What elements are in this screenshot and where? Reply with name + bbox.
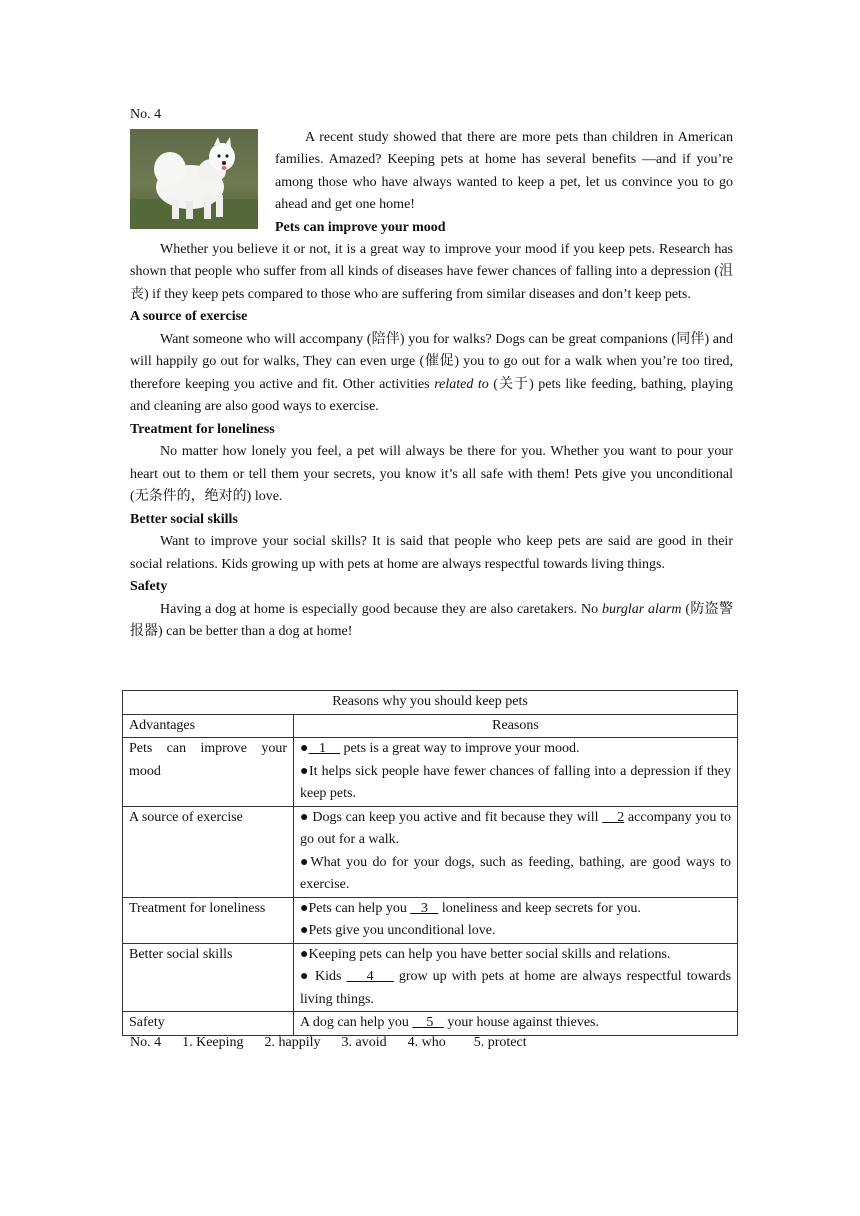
reason-cell: ● Dogs can keep you active and fit because they will 2 accompany you to go out for a walk. ●What you do for your dogs, such as feeding, bathing, are good ways to exercise. <box>294 806 738 897</box>
advantage-cell: Safety <box>123 1012 294 1036</box>
reason-cell: ●Pets can help you 3 loneliness and keep secrets for you. ●Pets give you unconditional love. <box>294 897 738 943</box>
section-heading: A source of exercise <box>130 309 248 324</box>
table-caption: Reasons why you should keep pets <box>123 691 738 715</box>
section-paragraph: Want someone who will accompany (陪伴) you for walks? Dogs can be great companions (同伴) and will happily go out for walks, They can even urge (催促) you to go out for a walk when you’re too tired, therefore keeping you active and fit. Other activities related to (关于) pets like feeding, bathing, playing and cleaning are also good ways to exercise. <box>130 331 733 414</box>
answer-blank: 2 <box>602 809 625 825</box>
italic-term: burglar alarm <box>601 601 682 617</box>
intro-text-column <box>275 127 733 240</box>
advantage-cell: A source of exercise <box>123 806 294 897</box>
reason-cell: ● 1 pets is a great way to improve your mood. ●It helps sick people have fewer chances of falling into a depression if they keep pets. <box>294 738 738 807</box>
advantage-cell: Treatment for loneliness <box>123 897 294 943</box>
section-paragraph: Whether you believe it or not, it is a great way to improve your mood if you keep pets. Research has shown that people who suffer from all kinds of diseases have fewer chances of falling into a depression (沮丧) if they keep pets compared to those who are suffering from similar diseases and don’t keep pets. <box>130 241 733 302</box>
reasons-table <box>122 690 738 1036</box>
intro-paragraph: A recent study showed that there are more pets than children in American families. Amazed? Keeping pets at home has several benefits —and if you’re among those who have always wanted to keep a pet, let us convince you to go ahead and get one home! <box>275 129 733 212</box>
section-paragraph: Want to improve your social skills? It is said that people who keep pets are said are good in their social relations. Kids growing up with pets at home are always respectful towards living things. <box>130 534 733 572</box>
column-header: Reasons <box>294 714 738 738</box>
section-heading: Treatment for loneliness <box>130 421 275 437</box>
table-row <box>123 738 738 807</box>
table-row <box>123 943 738 1012</box>
item-number: No. 4 <box>130 107 162 122</box>
section-heading: Better social skills <box>130 511 238 527</box>
table-row <box>123 897 738 943</box>
italic-term: related to <box>434 376 489 392</box>
answer-key: No. 4 1. Keeping 2. happily 3. avoid 4. who 5. protect <box>130 1035 527 1050</box>
section-paragraph: No matter how lonely you feel, a pet will always be there for you. Whether you want to pour your heart out to them or tell them your secrets, you know it’s all safe with them! Pets give you unconditional (无条件的，绝对的) love. <box>130 444 733 504</box>
answer-blank: 1 <box>308 741 340 756</box>
table-row <box>123 806 738 897</box>
reason-cell: A dog can help you 5 your house against thieves. <box>294 1012 738 1036</box>
article <box>130 104 733 644</box>
table-row <box>123 1012 738 1036</box>
column-header: Advantages <box>123 714 294 738</box>
answer-blank: 5 <box>412 1015 444 1030</box>
dog-photo <box>130 129 258 229</box>
reason-cell: ●Keeping pets can help you have better social skills and relations. ● Kids 4 grow up with pets at home are always respectful towards living things. <box>294 943 738 1012</box>
answer-blank: 4 <box>346 969 394 984</box>
section-heading: Safety <box>130 579 168 594</box>
advantage-cell: Pets can improve your mood <box>123 738 294 807</box>
table-header-row <box>123 714 738 738</box>
section-paragraph: Having a dog at home is especially good because they are also caretakers. No burglar alarm (防盗警报器) can be better than a dog at home! <box>130 601 733 639</box>
section-heading: Pets can improve your mood <box>275 219 446 235</box>
intro-block <box>130 127 733 239</box>
advantage-cell: Better social skills <box>123 943 294 1012</box>
answer-blank: 3 <box>410 900 439 916</box>
